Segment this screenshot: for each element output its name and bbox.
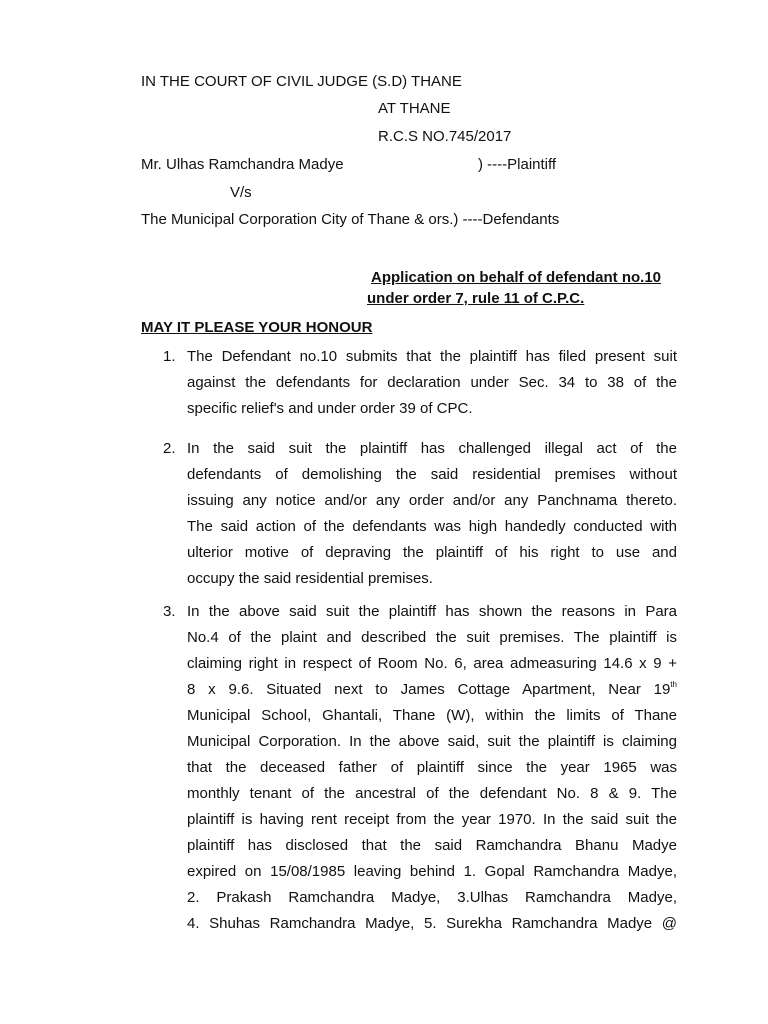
paragraph-line: plaintiff has disclosed that the said Ramchandra Bhanu Madye (187, 837, 677, 854)
paragraph-line: plaintiff is having rent receipt from the year 1970. In the said suit the (187, 811, 677, 828)
paragraph-number: 2. (163, 440, 176, 457)
paragraph-line: occupy the said residential premises. (187, 570, 433, 587)
ordinal-superscript: th (670, 680, 677, 689)
paragraph-line: claiming right in respect of Room No. 6, area admeasuring 14.6 x 9 + (187, 655, 677, 672)
paragraph-line: that the deceased father of plaintiff since the year 1965 was (187, 759, 677, 776)
paragraph-line: against the defendants for declaration under Sec. 34 to 38 of the (187, 374, 677, 391)
paragraph-line: Municipal School, Ghantali, Thane (W), within the limits of Thane (187, 707, 677, 724)
versus-label: V/s (230, 184, 252, 201)
paragraph-line: In the above said suit the plaintiff has shown the reasons in Para (187, 603, 677, 620)
paragraph-line: The said action of the defendants was high handedly conducted with (187, 518, 677, 535)
paragraph-line: specific relief's and under order 39 of CPC. (187, 400, 473, 417)
paragraph-line: The Defendant no.10 submits that the plaintiff has filed present suit (187, 348, 677, 365)
paragraph-line: monthly tenant of the ancestral of the defendant No. 8 & 9. The (187, 785, 677, 802)
application-title-line1: Application on behalf of defendant no.10 (371, 269, 662, 286)
paragraph-line: defendants of demolishing the said residential premises without (187, 466, 677, 483)
application-title-line2: under order 7, rule 11 of C.P.C. (367, 290, 585, 307)
paragraph-number: 1. (163, 348, 176, 365)
paragraph-line-with-superscript (187, 677, 677, 703)
defendants-line: The Municipal Corporation City of Thane & ors.) ----Defendants (141, 211, 560, 228)
paragraph-line-text: 8 x 9.6. Situated next to James Cottage Apartment, Near 19 (187, 681, 671, 698)
plaintiff-name: Mr. Ulhas Ramchandra Madye (141, 156, 344, 173)
paragraph-line: 2. Prakash Ramchandra Madye, 3.Ulhas Ramchandra Madye, (187, 889, 677, 906)
paragraph-line: Municipal Corporation. In the above said, suit the plaintiff is claiming (187, 733, 677, 750)
paragraph-line: 4. Shuhas Ramchandra Madye, 5. Surekha Ramchandra Madye @ (187, 915, 677, 932)
plaintiff-role: ) ----Plaintiff (478, 156, 557, 173)
paragraph-line: In the said suit the plaintiff has challenged illegal act of the (187, 440, 677, 457)
paragraph-line: issuing any notice and/or any order and/or any Panchnama thereto. (187, 492, 677, 509)
court-title: IN THE COURT OF CIVIL JUDGE (S.D) THANE (141, 73, 462, 90)
paragraph-line: expired on 15/08/1985 leaving behind 1. Gopal Ramchandra Madye, (187, 863, 677, 880)
court-place: AT THANE (378, 100, 451, 117)
salutation: MAY IT PLEASE YOUR HONOUR (141, 319, 373, 336)
case-number: R.C.S NO.745/2017 (378, 128, 512, 145)
paragraph-number: 3. (163, 603, 176, 620)
paragraph-line: ulterior motive of depraving the plaintiff of his right to use and (187, 544, 677, 561)
paragraph-line: No.4 of the plaint and described the suit premises. The plaintiff is (187, 629, 677, 646)
